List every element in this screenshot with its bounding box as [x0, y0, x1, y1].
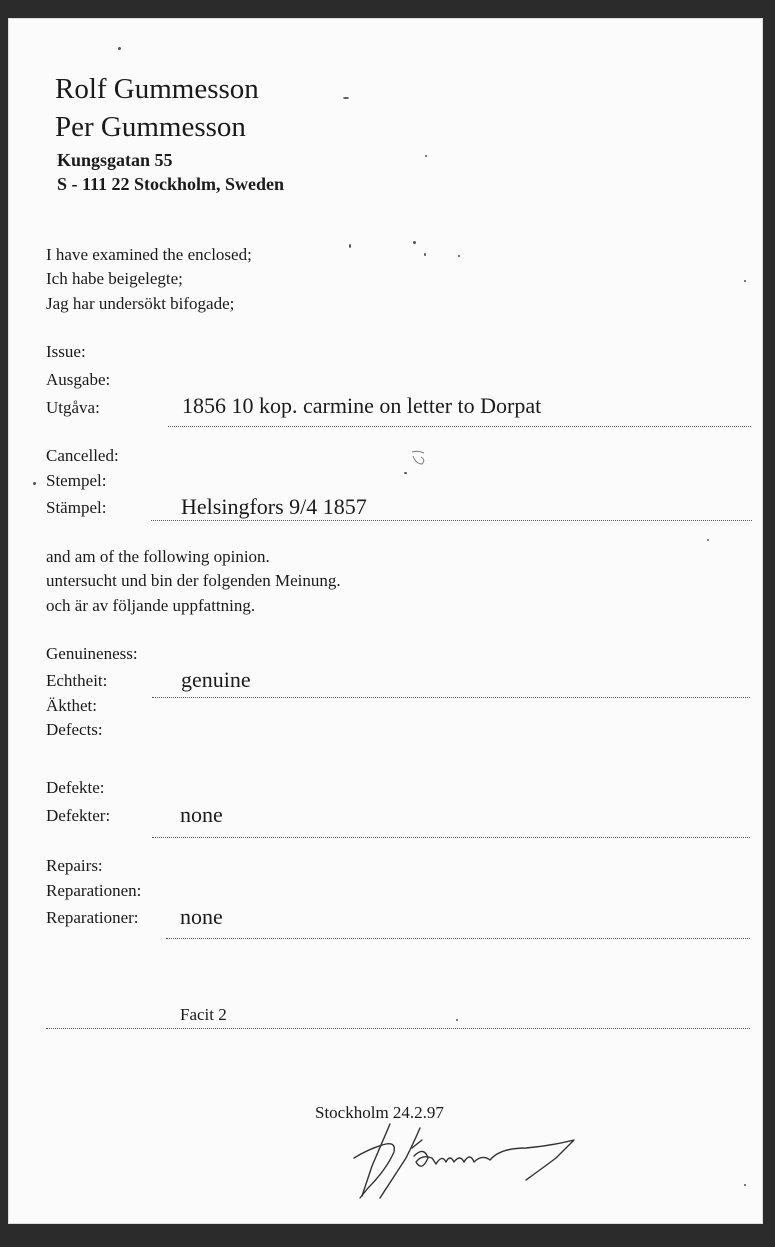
opinion-en: and am of the following opinion. — [46, 547, 270, 566]
scan-speck — [458, 255, 460, 257]
genuineness-value: genuine — [181, 667, 251, 692]
defects-label-en: Defects: — [46, 720, 103, 739]
genuineness-label-sv: Äkthet: — [46, 696, 97, 715]
scan-speck — [744, 280, 746, 282]
scan-speck — [425, 155, 427, 157]
cancelled-label-de: Stempel: — [46, 471, 107, 490]
scan-speck — [456, 1019, 458, 1021]
issue-rule — [168, 426, 751, 427]
name-rolf: Rolf Gummesson — [55, 73, 259, 105]
repairs-label-sv: Reparationer: — [46, 908, 139, 927]
intro-sv: Jag har undersökt bifogade; — [46, 294, 235, 313]
genuineness-rule — [152, 697, 750, 698]
scan-speck — [343, 97, 349, 99]
scan-speck — [707, 539, 709, 541]
issue-value: 1856 10 kop. carmine on letter to Dorpat — [182, 393, 542, 418]
address-street: Kungsgatan 55 — [57, 150, 173, 170]
scan-speck — [33, 482, 36, 485]
opinion-de: untersucht und bin der folgenden Meinung. — [46, 571, 341, 590]
certificate-sheet — [8, 18, 763, 1224]
scan-speck — [424, 253, 426, 256]
cancelled-label-en: Cancelled: — [46, 446, 119, 465]
issue-label-sv: Utgåva: — [46, 398, 100, 417]
intro-de: Ich habe beigelegte; — [46, 269, 183, 288]
defects-label-de: Defekte: — [46, 778, 105, 797]
repairs-label-de: Reparationen: — [46, 881, 142, 900]
defects-label-sv: Defekter: — [46, 806, 111, 825]
repairs-label-en: Repairs: — [46, 856, 103, 875]
scan-speck — [349, 244, 351, 248]
scan-speck — [744, 1184, 746, 1186]
stamp-mark-icon — [408, 448, 428, 468]
repairs-value: none — [180, 904, 223, 929]
scan-speck — [404, 472, 407, 474]
name-per: Per Gummesson — [55, 111, 246, 143]
signature — [350, 1118, 590, 1208]
cancelled-label-sv: Stämpel: — [46, 498, 107, 517]
catalog-value: Facit 2 — [180, 1005, 227, 1024]
genuineness-label-en: Genuineness: — [46, 644, 138, 663]
defects-value: none — [180, 802, 223, 827]
catalog-rule — [46, 1028, 750, 1029]
repairs-rule — [166, 938, 750, 939]
scan-speck — [413, 241, 416, 244]
issue-label-de: Ausgabe: — [46, 370, 111, 389]
defects-rule — [152, 837, 750, 838]
place-date: Stockholm 24.2.97 — [315, 1103, 444, 1122]
cancelled-rule — [151, 520, 752, 521]
intro-en: I have examined the enclosed; — [46, 245, 252, 264]
cancelled-value: Helsingfors 9/4 1857 — [181, 494, 367, 519]
scan-speck — [118, 47, 121, 50]
genuineness-label-de: Echtheit: — [46, 671, 108, 690]
issue-label-en: Issue: — [46, 342, 86, 361]
opinion-sv: och är av följande uppfattning. — [46, 596, 256, 615]
address-city: S - 111 22 Stockholm, Sweden — [57, 174, 285, 194]
